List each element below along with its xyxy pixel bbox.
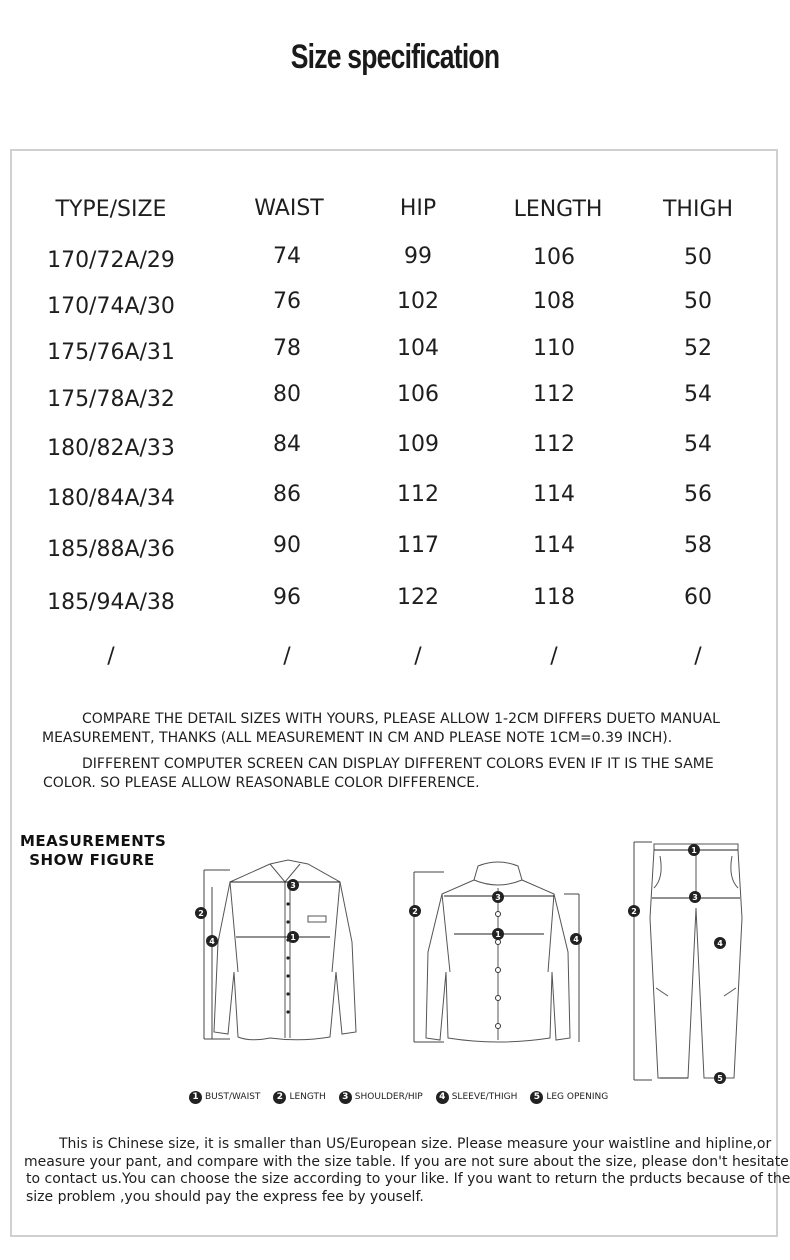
cell-waist: /	[283, 644, 291, 669]
cell-waist: 78	[273, 336, 301, 361]
cell-length: 108	[533, 289, 575, 314]
col-header-thigh: THIGH	[662, 197, 734, 222]
cell-hip: 106	[397, 382, 439, 407]
note-line-4: COLOR. SO PLEASE ALLOW REASONABLE COLOR DIFFERENCE.	[43, 775, 480, 791]
svg-text:1: 1	[691, 846, 697, 855]
cell-waist: 74	[273, 244, 301, 269]
cell-length: /	[550, 644, 558, 669]
cell-waist: 96	[273, 585, 301, 610]
cell-thigh: 50	[684, 245, 712, 270]
cell-type-size: 180/84A/34	[47, 486, 175, 511]
cell-length: 106	[533, 245, 575, 270]
cell-thigh: /	[694, 644, 702, 669]
cell-thigh: 60	[684, 585, 712, 610]
legend-item-shoulder-hip	[339, 1091, 423, 1104]
svg-text:2: 2	[412, 907, 418, 916]
cell-thigh: 54	[684, 382, 712, 407]
jacket-front-figure	[404, 852, 584, 1047]
cell-hip: 104	[397, 336, 439, 361]
cell-type-size: 175/78A/32	[47, 387, 175, 412]
cell-length: 112	[533, 382, 575, 407]
cell-length: 114	[533, 533, 575, 558]
note-line-3: DIFFERENT COMPUTER SCREEN CAN DISPLAY DIFFERENT COLORS EVEN IF IT IS THE SAME	[82, 756, 714, 772]
svg-text:1: 1	[495, 930, 501, 939]
cell-thigh: 58	[684, 533, 712, 558]
cell-waist: 76	[273, 289, 301, 314]
footer-line-3: to contact us.You can choose the size according to your like. If you want to return the prducts because of the	[26, 1171, 790, 1187]
svg-text:4: 4	[209, 937, 215, 946]
cell-hip: 102	[397, 289, 439, 314]
cell-length: 118	[533, 585, 575, 610]
col-header-type-size: TYPE/SIZE	[55, 197, 167, 222]
cell-type-size: 175/76A/31	[47, 340, 175, 365]
cell-waist: 84	[273, 432, 301, 457]
cell-waist: 80	[273, 382, 301, 407]
svg-text:1: 1	[290, 933, 296, 942]
pants-front-figure	[624, 838, 756, 1088]
note-line-2: MEASUREMENT, THANKS (ALL MEASUREMENT IN CM AND PLEASE NOTE 1CM=0.39 INCH).	[42, 730, 673, 746]
cell-waist: 90	[273, 533, 301, 558]
cell-length: 110	[533, 336, 575, 361]
cell-thigh: 56	[684, 482, 712, 507]
footer-line-4: size problem ,you should pay the express fee by youself.	[26, 1189, 424, 1205]
svg-text:2: 2	[631, 907, 637, 916]
legend-item-sleeve-thigh	[436, 1091, 518, 1104]
legend-item-length	[273, 1091, 325, 1104]
cell-thigh: 52	[684, 336, 712, 361]
cell-length: 112	[533, 432, 575, 457]
note-line-1: COMPARE THE DETAIL SIZES WITH YOURS, PLEASE ALLOW 1-2CM DIFFERS DUETO MANUAL	[82, 711, 720, 727]
cell-type-size: 185/88A/36	[47, 537, 175, 562]
footer-line-2: measure your pant, and compare with the size table. If you are not sure about the size, please don't hesitate	[24, 1154, 789, 1170]
legend-number-badge: 4	[436, 1091, 449, 1104]
cell-type-size: 180/82A/33	[47, 436, 175, 461]
legend-item-leg-opening	[530, 1091, 608, 1104]
svg-text:3: 3	[290, 881, 296, 890]
measurements-title	[20, 832, 167, 870]
legend-label: LEG OPENING	[546, 1092, 609, 1102]
cell-hip: /	[414, 644, 422, 669]
cell-type-size: 170/74A/30	[47, 294, 175, 319]
cell-thigh: 54	[684, 432, 712, 457]
page-title: Size specification	[290, 38, 500, 76]
legend-label: SHOULDER/HIP	[354, 1092, 423, 1102]
cell-thigh: 50	[684, 289, 712, 314]
measurement-legend	[189, 1089, 621, 1105]
footer-line-1: This is Chinese size, it is smaller than US/European size. Please measure your waistline and hipline,or	[59, 1136, 772, 1152]
shirt-front-figure	[190, 852, 360, 1047]
col-header-length: LENGTH	[513, 197, 603, 222]
legend-label: LENGTH	[289, 1092, 326, 1102]
legend-number-badge: 5	[530, 1091, 543, 1104]
cell-type-size: 170/72A/29	[47, 248, 175, 273]
col-header-hip: HIP	[399, 196, 437, 221]
legend-number-badge: 1	[189, 1091, 202, 1104]
svg-text:2: 2	[198, 909, 204, 918]
cell-hip: 117	[397, 533, 439, 558]
cell-length: 114	[533, 482, 575, 507]
legend-label: BUST/WAIST	[205, 1092, 261, 1102]
legend-label: SLEEVE/THIGH	[451, 1092, 518, 1102]
cell-waist: 86	[273, 482, 301, 507]
svg-text:3: 3	[495, 893, 501, 902]
cell-type-size: 185/94A/38	[47, 590, 175, 615]
col-header-waist: WAIST	[254, 196, 324, 221]
cell-hip: 109	[397, 432, 439, 457]
cell-type-size: /	[107, 644, 115, 669]
legend-number-badge: 3	[339, 1091, 352, 1104]
cell-hip: 112	[397, 482, 439, 507]
legend-item-bust-waist	[189, 1091, 260, 1104]
svg-text:3: 3	[692, 893, 698, 902]
cell-hip: 122	[397, 585, 439, 610]
measurements-title-line-2: SHOW FIGURE	[29, 851, 155, 869]
cell-hip: 99	[404, 244, 432, 269]
legend-number-badge: 2	[273, 1091, 286, 1104]
measurements-title-line-1: MEASUREMENTS	[20, 832, 167, 850]
svg-text:5: 5	[717, 1074, 723, 1083]
svg-text:4: 4	[717, 939, 723, 948]
svg-text:4: 4	[573, 935, 579, 944]
